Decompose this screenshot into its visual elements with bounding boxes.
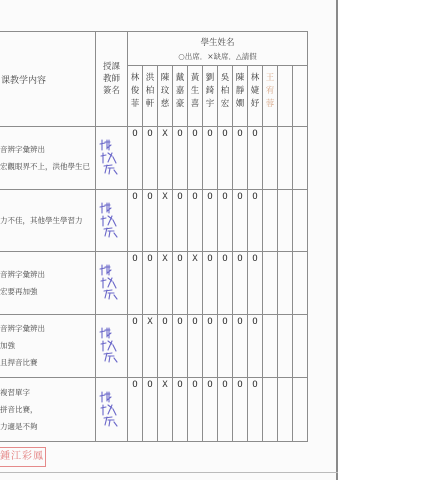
attendance-mark: X (158, 378, 173, 442)
teacher-signature (96, 315, 128, 378)
student-name-7: 陳 靜 嫺 (233, 66, 248, 127)
handwritten-signature (99, 324, 125, 364)
lesson-row (0, 315, 308, 378)
attendance-mark: O (128, 127, 143, 190)
attendance-mark (293, 190, 308, 252)
content-column-header: 课教学内容 (0, 32, 96, 127)
page-bottom-rule (0, 472, 338, 473)
attendance-mark: O (128, 315, 143, 378)
attendance-mark: O (203, 190, 218, 252)
attendance-mark: O (128, 252, 143, 315)
attendance-mark: O (128, 378, 143, 442)
paper-edge (336, 0, 338, 480)
attendance-mark (293, 378, 308, 442)
attendance-mark: O (203, 378, 218, 442)
attendance-mark: O (218, 127, 233, 190)
teacher-signature (96, 252, 128, 315)
attendance-mark: X (188, 252, 203, 315)
teacher-signature (96, 378, 128, 442)
lesson-content-line: 複習單字 (0, 387, 30, 397)
attendance-mark (278, 252, 293, 315)
attendance-mark (278, 315, 293, 378)
attendance-mark: O (143, 127, 158, 190)
lesson-content-line: 宏觀眼界不上，洪他學生已 (0, 161, 90, 171)
attendance-mark (278, 127, 293, 190)
lesson-content-line: 宏要再加強 (0, 286, 38, 296)
students-title: 學生姓名 (200, 37, 235, 48)
attendance-mark (278, 378, 293, 442)
attendance-mark: X (143, 315, 158, 378)
lesson-content-line: 拼音比賽， (0, 404, 38, 414)
student-name-2: 陳 玟 慈 (158, 66, 173, 127)
header-row (0, 32, 308, 66)
student-name-9: 王 宥 蓉 (263, 66, 278, 127)
teacher-signature (96, 190, 128, 252)
attendance-mark: O (173, 190, 188, 252)
student-name-5: 劉 錡 宇 (203, 66, 218, 127)
attendance-mark: O (173, 252, 188, 315)
attendance-mark (293, 315, 308, 378)
attendance-mark: O (128, 190, 143, 252)
handwritten-signature (99, 199, 125, 239)
attendance-mark: O (218, 378, 233, 442)
attendance-mark (293, 127, 308, 190)
attendance-mark: O (233, 190, 248, 252)
attendance-mark: O (233, 252, 248, 315)
student-name-11 (293, 66, 308, 127)
lesson-content-line: 加強 (0, 341, 15, 350)
attendance-mark: X (158, 190, 173, 252)
students-header (128, 32, 308, 66)
attendance-mark: O (188, 378, 203, 442)
handwritten-signature (99, 136, 125, 176)
lesson-content-line: 且捍音比賽 (0, 358, 38, 367)
lesson-row (0, 378, 308, 442)
attendance-mark: O (248, 252, 263, 315)
attendance-mark: O (203, 315, 218, 378)
seal-stamp: 鍾江彩鳳 (0, 447, 46, 467)
attendance-mark: X (158, 252, 173, 315)
attendance-mark: O (158, 315, 173, 378)
student-name-0: 林 俊 菲 (128, 66, 143, 127)
attendance-mark: O (188, 127, 203, 190)
student-name-1: 洪 柏 軒 (143, 66, 158, 127)
attendance-mark (263, 190, 278, 252)
attendance-mark: O (248, 190, 263, 252)
attendance-mark (263, 252, 278, 315)
attendance-mark: O (248, 315, 263, 378)
attendance-mark (263, 315, 278, 378)
lesson-content-line: 力不佳，其他學生學習力 (0, 215, 83, 225)
attendance-mark: O (188, 315, 203, 378)
teacher-signature (96, 127, 128, 190)
lesson-content (0, 252, 96, 315)
lesson-content-line: 音辨字彙辨出 (0, 144, 45, 154)
attendance-mark: O (218, 252, 233, 315)
lesson-content (0, 190, 96, 252)
attendance-mark: O (248, 378, 263, 442)
attendance-mark: O (233, 127, 248, 190)
attendance-mark (263, 378, 278, 442)
student-name-8: 林 婕 妤 (248, 66, 263, 127)
attendance-table (0, 31, 308, 442)
teacher-signature-header-text: 授課 教師 簽名 (102, 62, 120, 96)
attendance-mark: O (143, 252, 158, 315)
attendance-mark: O (188, 190, 203, 252)
attendance-mark (263, 127, 278, 190)
attendance-mark: O (173, 378, 188, 442)
attendance-mark: O (218, 190, 233, 252)
attendance-mark: O (248, 127, 263, 190)
attendance-mark: O (173, 315, 188, 378)
attendance-mark: O (203, 252, 218, 315)
lesson-content-line: 音辨字彙辨出 (0, 269, 45, 279)
lesson-row (0, 190, 308, 252)
attendance-mark: O (233, 378, 248, 442)
student-name-4: 黃 生 喜 (188, 66, 203, 127)
student-name-10 (278, 66, 293, 127)
attendance-mark (293, 252, 308, 315)
lesson-row (0, 252, 308, 315)
teacher-signature-header (96, 32, 128, 127)
student-name-3: 戴 嘉 豪 (173, 66, 188, 127)
lesson-content (0, 378, 96, 442)
attendance-mark: O (173, 127, 188, 190)
lesson-row (0, 127, 308, 190)
attendance-mark: O (218, 315, 233, 378)
handwritten-signature (99, 261, 125, 301)
lesson-content (0, 127, 96, 190)
lesson-content (0, 315, 96, 378)
lesson-content-line: 力適是不夠 (0, 421, 38, 431)
attendance-mark: X (158, 127, 173, 190)
attendance-mark: O (233, 315, 248, 378)
attendance-legend: ○出席．×缺席．△請假 (178, 51, 257, 61)
attendance-mark (278, 190, 293, 252)
attendance-mark: O (203, 127, 218, 190)
lesson-content-line: 音辨字彙辨出 (0, 324, 45, 333)
attendance-mark: O (143, 378, 158, 442)
student-name-6: 吳 柏 宏 (218, 66, 233, 127)
handwritten-signature (99, 388, 125, 428)
attendance-mark: O (143, 190, 158, 252)
